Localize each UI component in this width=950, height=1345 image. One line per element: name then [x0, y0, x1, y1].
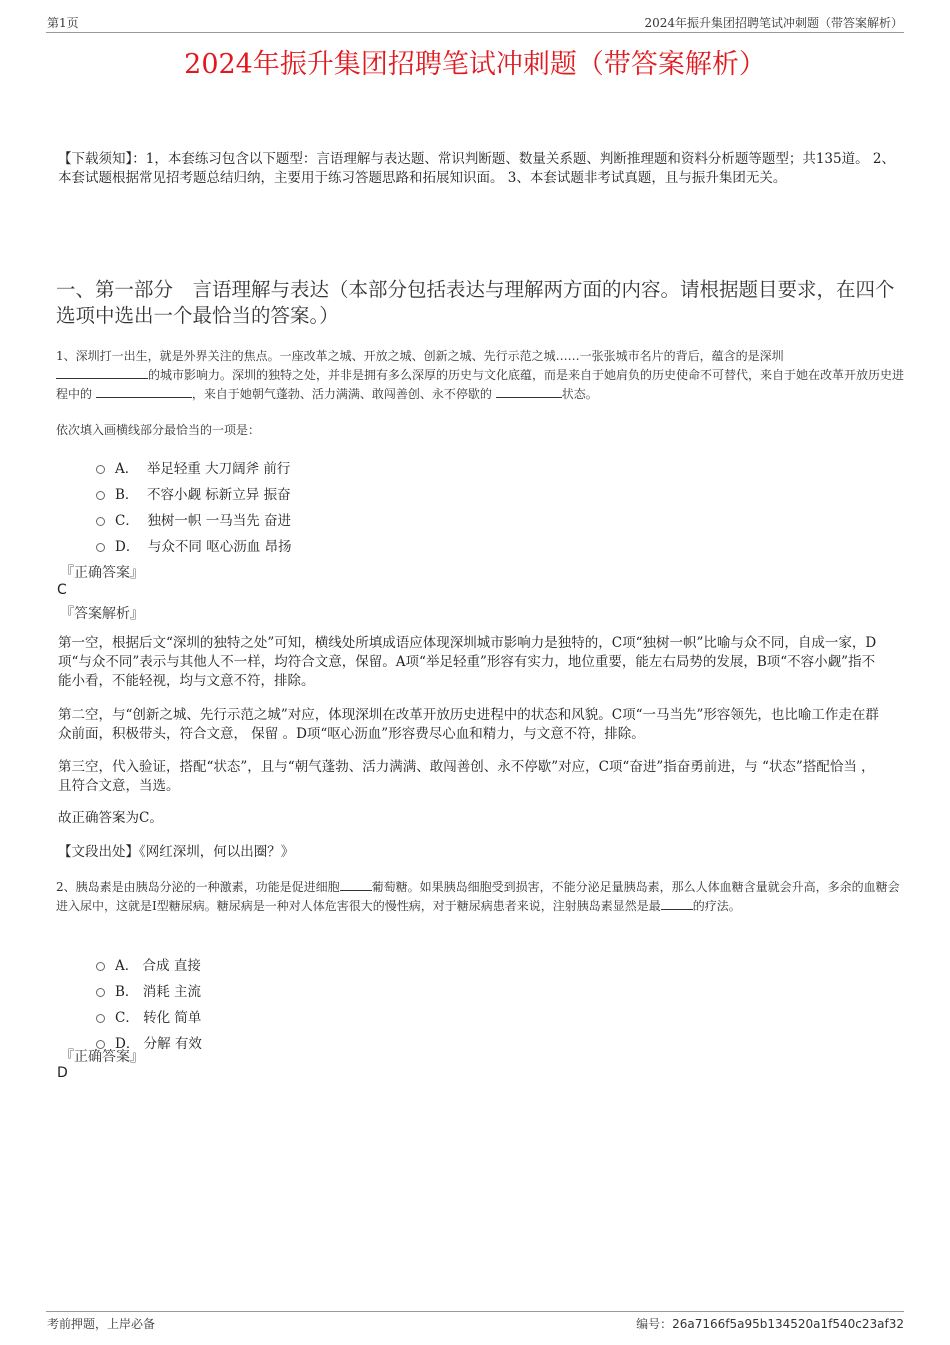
radio-icon[interactable]: [96, 517, 105, 526]
analysis-label: 『答案解析』: [60, 606, 144, 622]
footer-divider: [46, 1311, 904, 1312]
download-notice: 【下载须知】：1，本套练习包含以下题型：言语理解与表达题、常识判断题、数量关系题、判断推理题和资料分析题等题型；共135道。 2、本套试题根据常见招考题总结归纳，主要用于练习答题思路和拓展知识面。 3、本套试题非考试真题，且与振升集团无关。: [58, 151, 895, 186]
radio-icon[interactable]: [96, 543, 105, 552]
option-a[interactable]: A． 举足轻重 大刀阔斧 前行: [96, 457, 290, 477]
analysis-paragraph: 第三空，代入验证，搭配“状态”，且与“朝气蓬勃、活力满满、敢闯善创、永不停歇”对应，C项“奋进”指奋勇前进，与 “状态”搭配恰当 ，且符合文意，当选。: [58, 759, 875, 794]
section-heading: 一、第一部分 言语理解与表达（本部分包括表达与理解两方面的内容。请根据题目要求，在四个选项中选出一个最恰当的答案。）: [56, 278, 895, 327]
question-2-text: 2、胰岛素是由胰岛分泌的一种激素，功能是促进细胞 葡萄糖。如果胰岛细胞受到损害，不能分泌足量胰岛素，那么人体血糖含量就会升高，多余的血糖会进入尿中，这就是I型糖尿病。糖尿病是一种对人体危害很大的慢性病，对于糖尿病患者来说，注射胰岛素显然是最 的疗法。: [56, 880, 900, 913]
radio-icon[interactable]: [96, 988, 105, 997]
header-doc-title: 2024年振升集团招聘笔试冲刺题（带答案解析）: [644, 16, 903, 30]
blank-2: [661, 897, 693, 910]
analysis-paragraph: 第二空，与“创新之城、先行示范之城”对应，体现深圳在改革开放历史进程中的状态和风貌。C项“一马当先”形容领先，也比喻工作走在群众前面，积极带头，符合文意， 保留 。D项“呕心沥血”形容费尽心血和精力，与文意不符，排除。: [58, 707, 879, 742]
answer-label: 『正确答案』: [60, 565, 144, 581]
correct-answer: D: [57, 1065, 68, 1081]
page-number: 第1页: [47, 16, 79, 30]
radio-icon[interactable]: [96, 1014, 105, 1023]
header-divider: [46, 32, 904, 33]
footer-slogan: 考前押题，上岸必备: [47, 1317, 156, 1331]
option-d[interactable]: D． 与众不同 呕心沥血 昂扬: [96, 535, 292, 555]
radio-icon[interactable]: [96, 962, 105, 971]
footer-code: 编号：26a7166f5a95b134520a1f540c23af32: [636, 1317, 904, 1331]
radio-icon[interactable]: [96, 491, 105, 500]
option-d[interactable]: D． 分解 有效: [96, 1032, 202, 1052]
source-citation: 【文段出处】《网红深圳，何以出圈？》: [58, 844, 295, 860]
answer-label: 『正确答案』: [60, 1049, 144, 1065]
blank-3: [496, 385, 562, 398]
option-b[interactable]: B． 不容小觑 标新立异 振奋: [96, 483, 291, 503]
analysis-conclusion: 故正确答案为C。: [58, 810, 163, 826]
option-c[interactable]: C． 独树一帜 一马当先 奋进: [96, 509, 291, 529]
question-1-instruction: 依次填入画横线部分最恰当的一项是：: [56, 423, 261, 437]
correct-answer: C: [57, 582, 67, 598]
analysis-paragraph: 第一空，根据后文“深圳的独特之处”可知，横线处所填成语应体现深圳城市影响力是独特的，C项“独树一帜”比喻与众不同，自成一家，D项“与众不同”表示与其他人不一样，均符合文意，保留。A项“举足轻重”形容有实力，地位重要，能左右局势的发展，B项“不容小觑”指不能小看，不能轻视，均与文意不符，排除。: [58, 635, 877, 689]
radio-icon[interactable]: [96, 465, 105, 474]
question-1-text: 1、深圳打一出生，就是外界关注的焦点。一座改革之城、开放之城、创新之城、先行示范之城……一张张城市名片的背后，蕴含的是深圳 的城市影响力。深圳的独特之处，并非是拥有多么深厚的历史与文化底蕴，而是来自于她肩负的历史使命不可替代，来自于她在改革开放历史进程中的 ，来自于她朝气蓬勃、活力满满、敢闯善创、永不停歇的 状态。: [56, 349, 905, 401]
option-a[interactable]: A． 合成 直接: [96, 954, 201, 974]
blank-1: [56, 366, 148, 379]
option-b[interactable]: B． 消耗 主流: [96, 980, 201, 1000]
blank-1: [340, 878, 372, 891]
page-title: 2024年振升集团招聘笔试冲刺题（带答案解析）: [184, 49, 766, 80]
option-c[interactable]: C． 转化 简单: [96, 1006, 201, 1026]
blank-2: [96, 385, 192, 398]
